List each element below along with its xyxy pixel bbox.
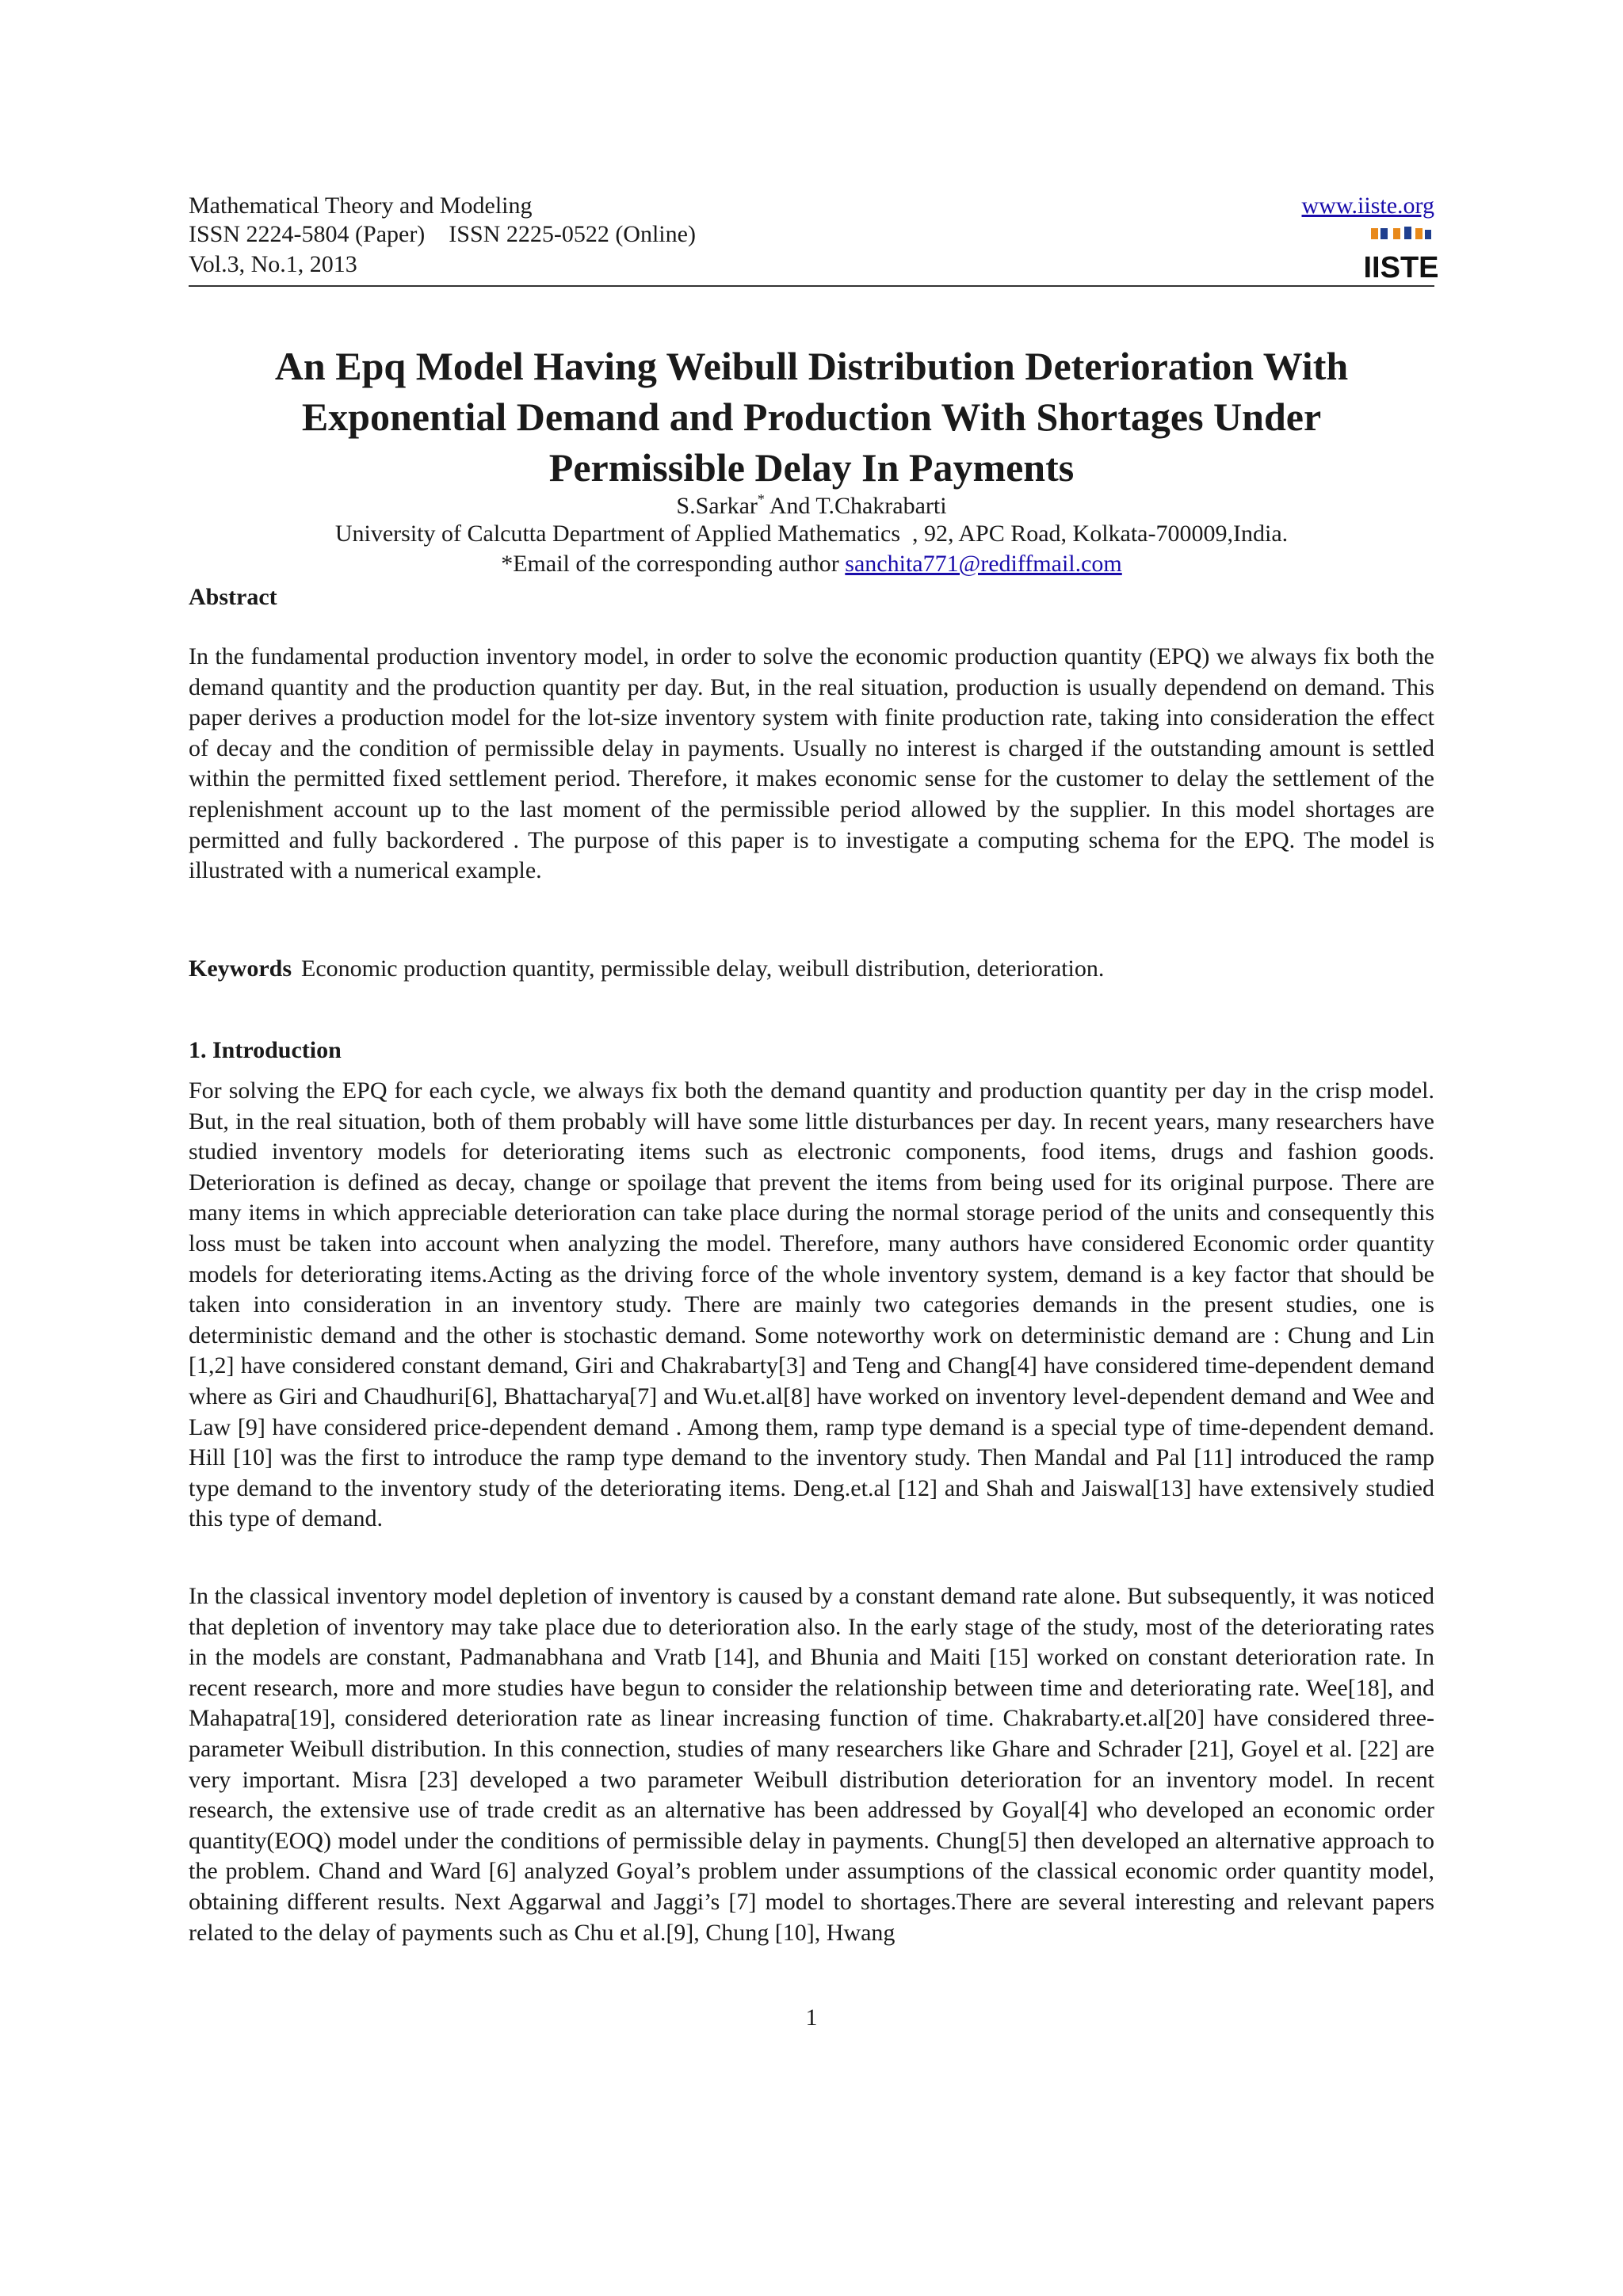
header-rule	[189, 285, 1434, 287]
page-number: 1	[805, 2004, 818, 2031]
keywords-line	[189, 954, 1104, 984]
logo-text: IISTE	[1363, 251, 1439, 284]
abstract-text: In the fundamental production inventory model, in order to solve the economic production quantity (EPQ) we always fix both the demand quantity and the production quantity per day. But, in the real situation, production is usually dependend on demand. This paper derives a production model for the lot-size inventory system with finite production rate, taking into consideration the effect of decay and the condition of permissible delay in payments. Usually no interest is charged if the outstanding amount is settled within the permitted fixed settlement period. Therefore, it makes economic sense for the customer to delay the settlement of the replenishment account up to the last moment of the permissible period allowed by the supplier. In this model shortages are permitted and fully backordered . The purpose of this paper is to investigate a computing schema for the EPQ. The model is illustrated with a numerical example.	[189, 643, 1434, 884]
issn-line: ISSN 2224-5804 (Paper) ISSN 2225-0522 (Online)	[189, 221, 696, 247]
corresponding-mark: *	[757, 491, 765, 507]
author-rest: And T.Chakrabarti	[764, 493, 947, 519]
title-line: Exponential Demand and Production With Shortages Under	[301, 395, 1322, 439]
journal-name: Mathematical Theory and Modeling	[189, 193, 533, 219]
keywords-label: Keywords	[189, 955, 292, 982]
introduction-paragraph-1: For solving the EPQ for each cycle, we always fix both the demand quantity and production quantity per day in the crisp model. But, in the real situation, both of them probably will have some little disturbances per day. In recent years, many researchers have studied inventory models for deteriorating items such as electronic components, food items, drugs and fashion goods. Deterioration is defined as decay, change or spoilage that prevent the items from being used for its original purpose. There are many items in which appreciable deterioration can take place during the normal storage period of the units and consequently this loss must be taken into account when analyzing the model. Therefore, many authors have considered Economic order quantity models for deteriorating items.Acting as the driving force of the whole inventory system, demand is a key factor that should be taken into consideration in an inventory study. There are mainly two categories demands in the present studies, one is deterministic demand and the other is stochastic demand. Some noteworthy work on deterministic demand are : Chung and Lin [1,2] have considered constant demand, Giri and Chakrabarty[3] and Teng and Chang[4] have considered time-dependent demand where as Giri and Chaudhuri[6], Bhattacharya[7] and Wu.et.al[8] have worked on inventory level-dependent demand and Wee and Law [9] have considered price-dependent demand . Among them, ramp type demand is a special type of time-dependent demand. Hill [10] was the first to introduce the ramp type demand to the inventory study. Then Mandal and Pal [11] introduced the ramp type demand to the inventory study of the deteriorating items. Deng.et.al [12] and Shah and Jaiswal[13] have extensively studied this type of demand.	[189, 1077, 1434, 1532]
title-line: Permissible Delay In Payments	[548, 445, 1075, 490]
paper-title	[189, 341, 1434, 493]
title-line: An Epq Model Having Weibull Distribution Deterioration With	[274, 344, 1349, 388]
email-line	[189, 549, 1434, 579]
iiste-logo	[1363, 225, 1439, 284]
running-header	[189, 192, 1439, 287]
section-heading-introduction: 1. Introduction	[189, 1037, 342, 1063]
volume-line: Vol.3, No.1, 2013	[189, 251, 357, 277]
email-link[interactable]: sanchita771@rediffmail.com	[845, 551, 1122, 577]
affiliation: University of Calcutta Department of Applied Mathematics , 92, APC Road, Kolkata-700009,India.	[334, 521, 1289, 547]
author-first: S.Sarkar	[676, 493, 758, 519]
keywords-text: Economic production quantity, permissible delay, weibull distribution, deterioration.	[301, 955, 1105, 982]
email-label: *Email of the corresponding author	[501, 551, 846, 577]
abstract-heading: Abstract	[189, 584, 277, 610]
authors-line	[189, 491, 1434, 521]
journal-website-link[interactable]: www.iiste.org	[1301, 193, 1434, 219]
introduction-paragraph-2: In the classical inventory model depletion of inventory is caused by a constant demand rate alone. But subsequently, it was noticed that depletion of inventory may take place due to deterioration also. In the early stage of the study, most of the deteriorating rates in the models are constant, Padmanabhana and Vratb [14], and Bhunia and Maiti [15] worked on constant deterioration rate. In recent research, more and more studies have begun to consider the relationship between time and deteriorating rate. Wee[18], and Mahapatra[19], considered deterioration rate as linear increasing function of time. Chakrabarty.et.al[20] have considered three-parameter Weibull distribution. In this connection, studies of many researchers like Ghare and Schrader [21], Goyel et al. [22] are very important. Misra [23] developed a two parameter Weibull distribution deterioration for an inventory model. In recent research, the extensive use of trade credit as an alternative has been addressed by Goyal[4] who developed an economic order quantity(EOQ) model under the conditions of permissible delay in payments. Chung[5] then developed an alternative approach to the problem. Chand and Ward [6] analyzed Goyal’s problem under assumptions of the classical economic order quantity model, obtaining different results. Next Aggarwal and Jaggi’s [7] model to shortages.There are several interesting and relevant papers related to the delay of payments such as Chu et al.[9], Chung [10], Hwang	[189, 1583, 1434, 1946]
